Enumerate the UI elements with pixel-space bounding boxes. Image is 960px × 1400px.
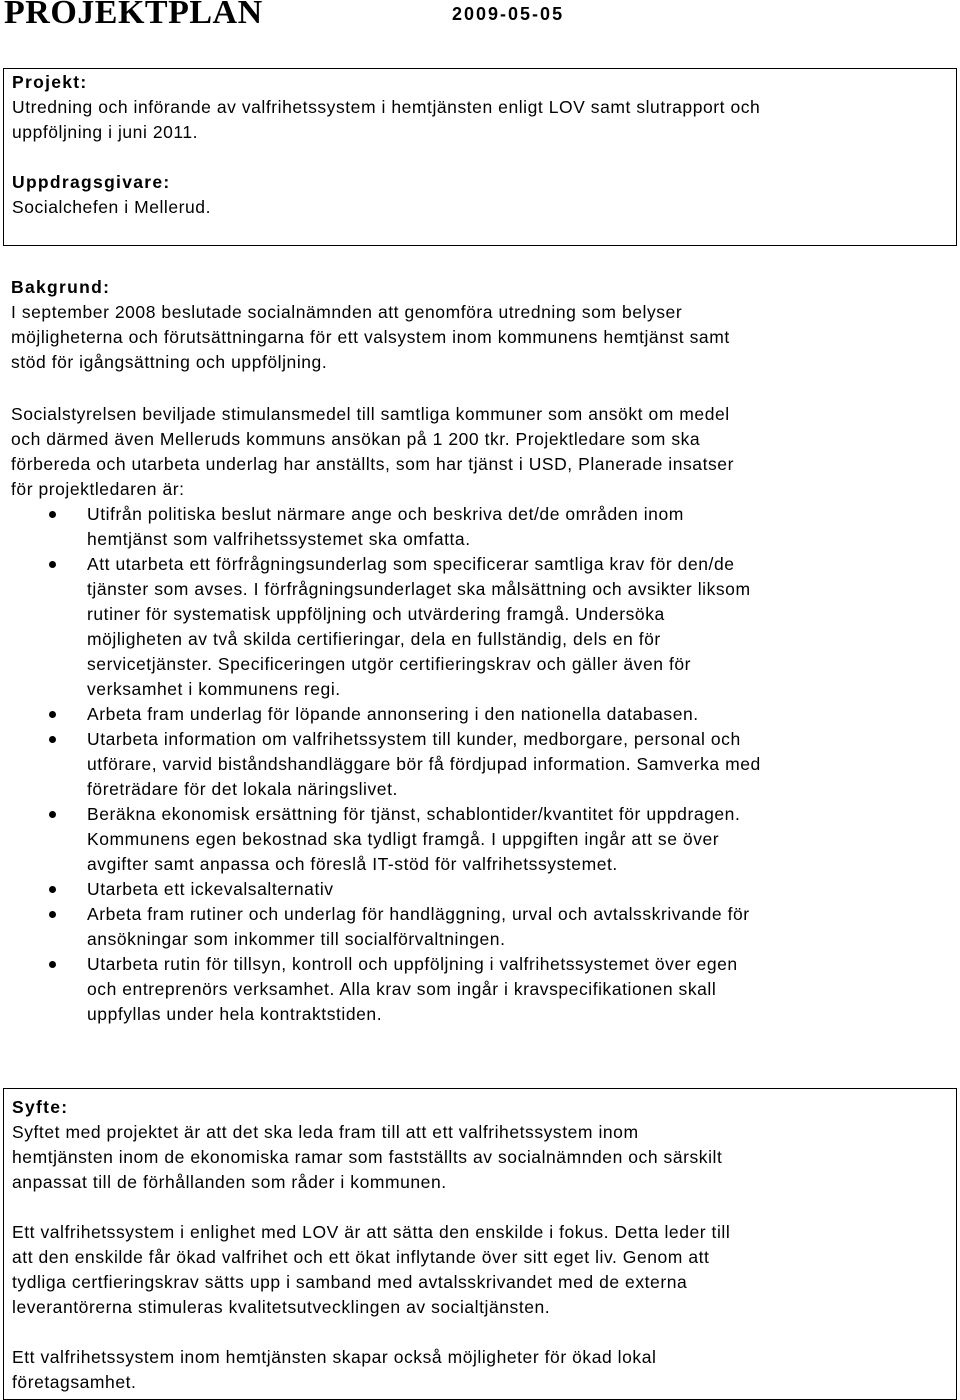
bakgrund-paragraph-1 [11,300,730,375]
list-item-line: servicetjänster. Specificeringen utgör certifieringskrav och gäller även för [87,654,692,674]
list-item-line: uppfyllas under hela kontraktstiden. [87,1004,383,1024]
paragraph-line: och därmed även Melleruds kommuns ansökan på 1 200 tkr. Projektledare som ska [11,429,701,449]
paragraph-line: Syftet med projektet är att det ska leda fram till att ett valfrihetssystem inom [12,1122,639,1142]
bullet-icon [49,961,56,968]
list-item-line: Utifrån politiska beslut närmare ange och beskriva det/de områden inom [87,504,684,524]
list-item-line: Arbeta fram rutiner och underlag för handläggning, urval och avtalsskrivande för [87,904,750,924]
bullet-icon [49,736,56,743]
document-header [4,0,565,38]
list-item [11,702,761,727]
paragraph-line: möjligheterna och förutsättningarna för ett valsystem inom kommunens hemtjänst samt [11,327,730,347]
syfte-paragraph-3 [12,1345,730,1395]
list-item [11,802,761,877]
projekt-text [12,95,760,145]
uppdragsgivare-text [12,195,760,220]
list-item-line: rutiner för systematisk uppföljning och utvärdering framgå. Undersöka [87,604,665,624]
project-info-box [3,68,957,246]
list-item-line: Utarbeta ett ickevalsalternativ [87,879,334,899]
list-item-line: företrädare för det lokala näringslivet. [87,779,398,799]
list-item-line: avgifter samt anpassa och föreslå IT-stöd för valfrihetssystemet. [87,854,618,874]
list-item-line: utförare, varvid biståndshandläggare bör få fördjupad information. Samverka med [87,754,761,774]
syfte-box [3,1088,957,1400]
list-item-line: Att utarbeta ett förfrågningsunderlag som specificerar samtliga krav för den/de [87,554,735,574]
list-item-line: och entreprenörs verksamhet. Alla krav som ingår i kravspecifikationen skall [87,979,717,999]
paragraph-line: I september 2008 beslutade socialnämnden att genomföra utredning som belyser [11,302,683,322]
projekt-label: Projekt: [12,72,88,92]
paragraph-line: tydliga certfieringskrav sätts upp i samband med avtalsskrivandet med de externa [12,1272,688,1292]
list-item [11,727,761,802]
list-item-line: möjligheten av två skilda certifieringar, dela en fullständig, dels en för [87,629,661,649]
bullet-icon [49,561,56,568]
bullet-icon [49,511,56,518]
list-item-line: Beräkna ekonomisk ersättning för tjänst, schablontider/kvantitet för uppdragen. [87,804,741,824]
document-title: PROJEKTPLAN [4,0,263,31]
paragraph-line: leverantörerna stimuleras kvalitetsutvecklingen av socialtjänsten. [12,1297,551,1317]
list-item [11,877,761,902]
list-item-line: Utarbeta information om valfrihetssystem till kunder, medborgare, personal och [87,729,741,749]
paragraph-line: Socialstyrelsen beviljade stimulansmedel till samtliga kommuner som ansökt om medel [11,404,730,424]
syfte-paragraph-2 [12,1220,730,1320]
paragraph-line: stöd för igångsättning och uppföljning. [11,352,328,372]
list-item [11,502,761,552]
bullet-icon [49,911,56,918]
bullet-icon [49,811,56,818]
bakgrund-section [11,275,730,375]
list-item-line: Kommunens egen bekostnad ska tydligt framgå. I uppgiften ingår att se över [87,829,720,849]
uppdragsgivare-line: Socialchefen i Mellerud. [12,197,211,217]
paragraph-line: för projektledaren är: [11,479,185,499]
list-item-line: hemtjänst som valfrihetssystemet ska omfatta. [87,529,471,549]
list-item [11,952,761,1027]
bakgrund-bullet-list [11,502,761,1027]
list-item-line: ansökningar som inkommer till socialförvaltningen. [87,929,506,949]
document-date: 2009-05-05 [452,4,565,24]
list-item [11,902,761,952]
bakgrund-label: Bakgrund: [11,277,111,297]
paragraph-line: hemtjänsten inom de ekonomiska ramar som fastställts av socialnämnden och särskilt [12,1147,723,1167]
paragraph-line: Ett valfrihetssystem inom hemtjänsten skapar också möjligheter för ökad lokal [12,1347,657,1367]
bullet-icon [49,711,56,718]
list-item-line: verksamhet i kommunens regi. [87,679,341,699]
syfte-label: Syfte: [12,1097,69,1117]
paragraph-line: anpassat till de förhållanden som råder i kommunen. [12,1172,447,1192]
bullet-icon [49,886,56,893]
paragraph-line: Ett valfrihetssystem i enlighet med LOV är att sätta den enskilde i fokus. Detta leder till [12,1222,731,1242]
projekt-line: uppföljning i juni 2011. [12,122,199,142]
syfte-paragraph-1 [12,1120,730,1195]
list-item-line: Arbeta fram underlag för löpande annonsering i den nationella databasen. [87,704,699,724]
paragraph-line: förbereda och utarbeta underlag har anställts, som har tjänst i USD, Planerade insatser [11,454,734,474]
paragraph-line: företagsamhet. [12,1372,137,1392]
list-item-line: tjänster som avses. I förfrågningsunderlaget ska målsättning och avsikter liksom [87,579,751,599]
paragraph-line: att den enskilde får ökad valfrihet och ett ökat inflytande över sitt eget liv. Genom att [12,1247,710,1267]
projekt-line: Utredning och införande av valfrihetssystem i hemtjänsten enligt LOV samt slutrapport och [12,97,761,117]
list-item [11,552,761,702]
bakgrund-paragraph-2 [11,402,734,502]
list-item-line: Utarbeta rutin för tillsyn, kontroll och uppföljning i valfrihetssystemet över egen [87,954,738,974]
uppdragsgivare-label: Uppdragsgivare: [12,172,171,192]
